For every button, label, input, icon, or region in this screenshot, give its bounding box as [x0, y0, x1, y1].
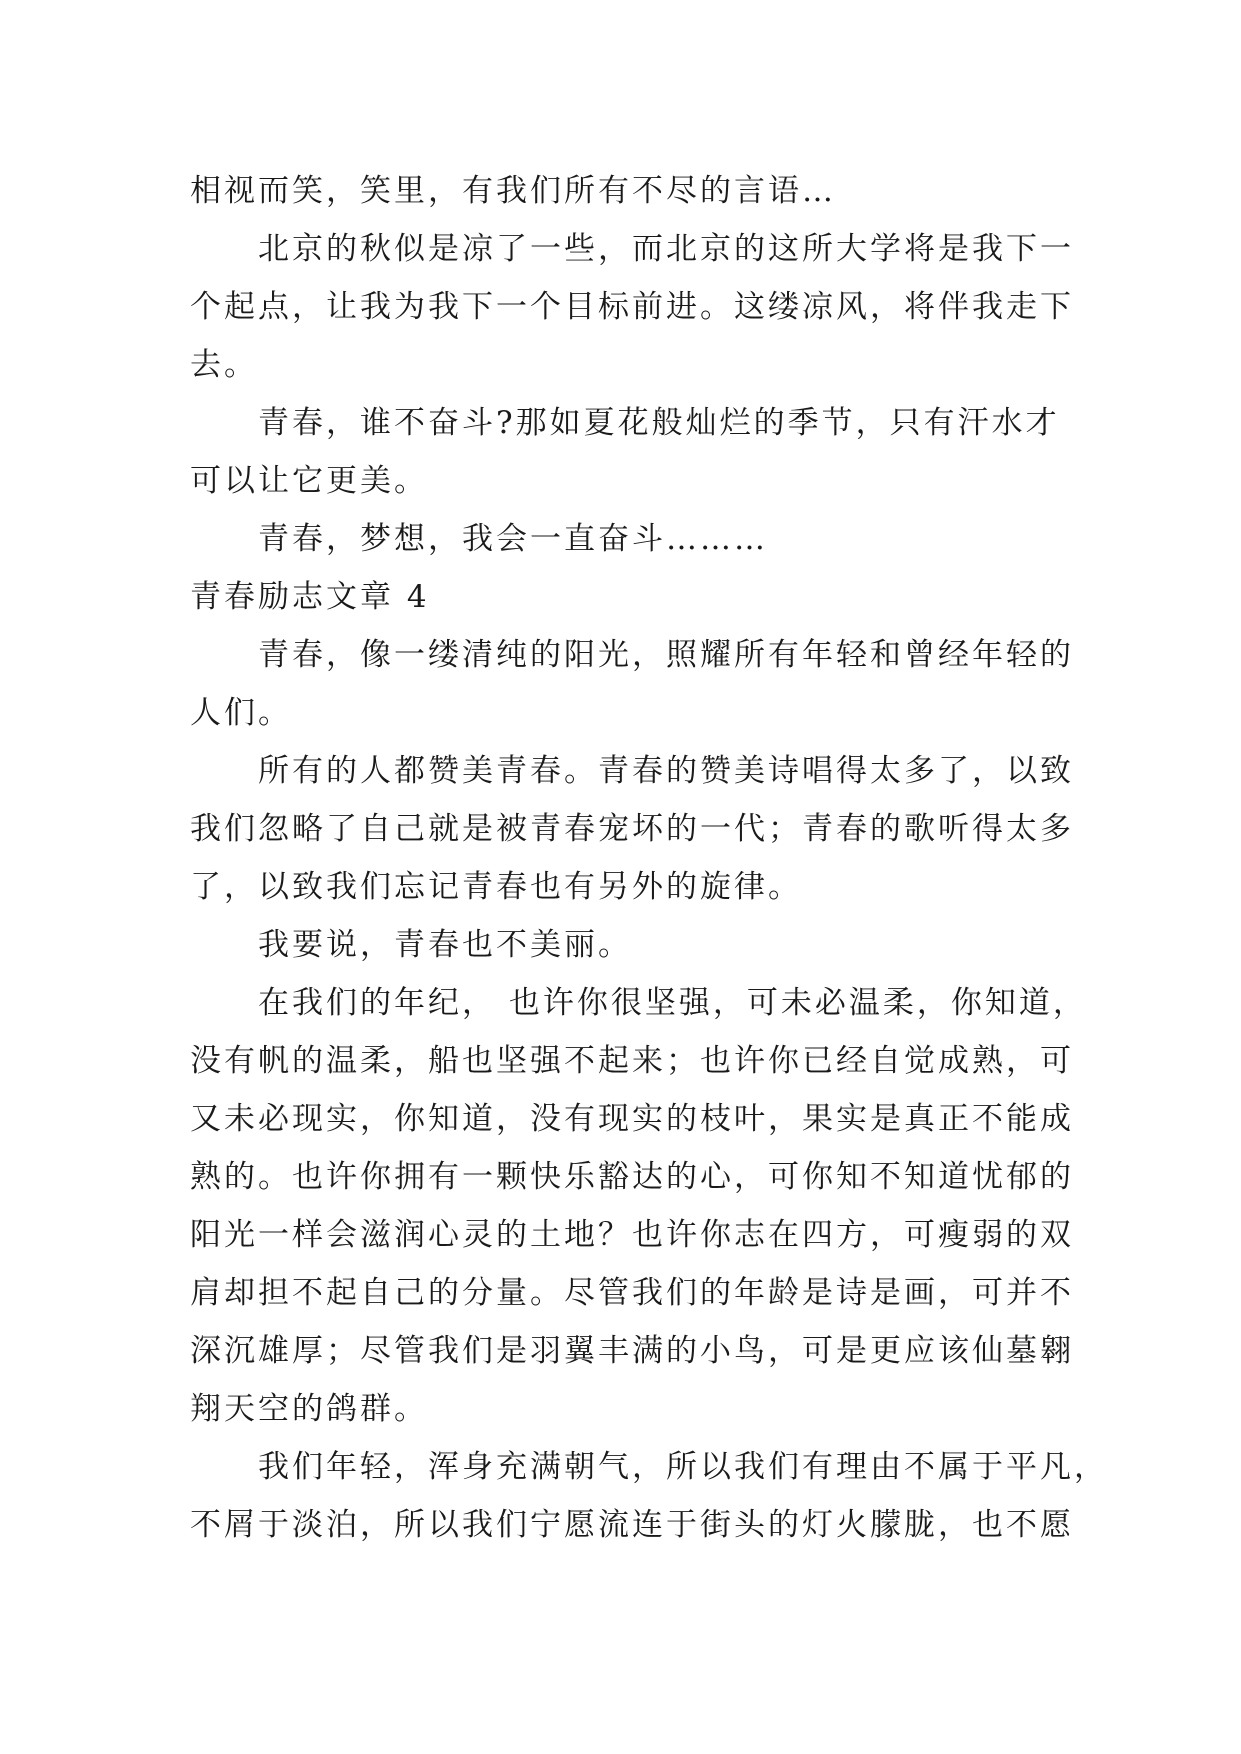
- text-line: 我们忽略了自己就是被青春宠坏的一代；青春的歌听得太多: [190, 811, 1074, 847]
- text-line: 阳光一样会滋润心灵的土地？也许你志在四方，可瘦弱的双: [190, 1217, 1074, 1253]
- text-line: 个起点，让我为我下一个目标前进。这缕凉风，将伴我走下: [190, 289, 1074, 325]
- text-line: 肩却担不起自己的分量。尽管我们的年龄是诗是画，可并不: [190, 1275, 1074, 1311]
- text-line: 翔天空的鸽群。: [190, 1391, 428, 1427]
- text-line: 北京的秋似是凉了一些，而北京的这所大学将是我下一: [258, 231, 1074, 267]
- text-line: 去。: [190, 347, 258, 383]
- text-line: 熟的。也许你拥有一颗快乐豁达的心，可你知不知道忧郁的: [190, 1159, 1074, 1195]
- section-heading: 青春励志文章 4: [190, 579, 430, 615]
- text-line: 我要说，青春也不美丽。: [258, 927, 632, 963]
- text-line: 了，以致我们忘记青春也有另外的旋律。: [190, 869, 802, 905]
- text-line: 没有帆的温柔，船也坚强不起来；也许你已经自觉成熟，可: [190, 1043, 1074, 1079]
- text-line: 我们年轻，浑身充满朝气，所以我们有理由不属于平凡，: [258, 1449, 1108, 1485]
- text-line: 青春，谁不奋斗?那如夏花般灿烂的季节，只有汗水才: [258, 405, 1060, 441]
- text-line: 又未必现实，你知道，没有现实的枝叶，果实是真正不能成: [190, 1101, 1074, 1137]
- text-line: 深沉雄厚；尽管我们是羽翼丰满的小鸟，可是更应该仙墓翱: [190, 1333, 1074, 1369]
- text-line: 所有的人都赞美青春。青春的赞美诗唱得太多了，以致: [258, 753, 1074, 789]
- text-line: 可以让它更美。: [190, 463, 428, 499]
- text-line: 青春，梦想，我会一直奋斗………: [258, 521, 768, 557]
- document-page: [190, 162, 1108, 1554]
- text-line: 不屑于淡泊，所以我们宁愿流连于街头的灯火朦胧，也不愿: [190, 1507, 1074, 1543]
- text-line: 青春，像一缕清纯的阳光，照耀所有年轻和曾经年轻的: [258, 637, 1074, 673]
- text-line: 在我们的年纪， 也许你很坚强，可未必温柔，你知道，: [258, 985, 1087, 1021]
- text-line: 相视而笑，笑里，有我们所有不尽的言语…: [190, 173, 836, 209]
- text-line: 人们。: [190, 695, 292, 731]
